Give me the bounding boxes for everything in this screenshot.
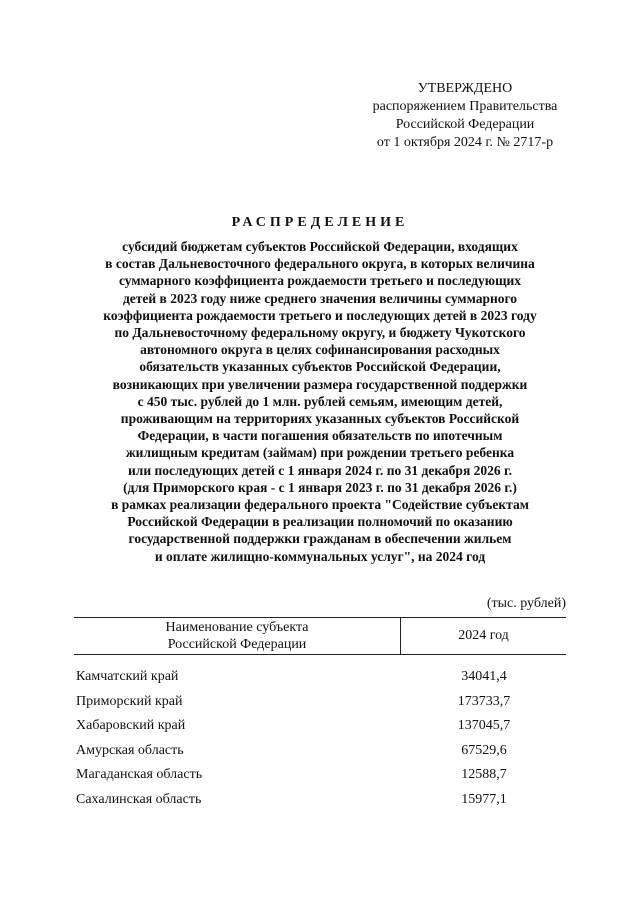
- approval-heading: УТВЕРЖДЕНО: [417, 81, 513, 96]
- table-row: [74, 792, 566, 817]
- subtitle-line: (для Приморского края - с 1 января 2023 г. по 31 декабря 2026 г.): [123, 479, 517, 495]
- approval-date: от 1 октября 2024 г. № 2717-р: [376, 135, 554, 150]
- subsidy-amount: 34041,4: [461, 669, 507, 684]
- table-row: [74, 743, 566, 768]
- subsidy-amount: 67529,6: [461, 742, 507, 758]
- table-row: [74, 694, 566, 719]
- subsidy-amount: 15977,1: [461, 791, 507, 807]
- subtitle-line: автономного округа в целях софинансирования расходных: [140, 342, 500, 358]
- subtitle-line: в рамках реализации федерального проекта "Содействие субъектам: [111, 497, 529, 513]
- subject-name: Магаданская область: [76, 767, 203, 782]
- subtitle-line: или последующих детей с 1 января 2024 г. по 31 декабря 2026 г.: [128, 462, 512, 478]
- subsidy-amount: 137045,7: [457, 718, 511, 733]
- subject-name: Сахалинская область: [76, 791, 202, 807]
- units-note: (тыс. рублей): [486, 596, 566, 611]
- subtitle-line: Российской Федерации в реализации полномочий по оказанию: [127, 514, 513, 530]
- header-subject-name: [74, 618, 401, 654]
- subtitle-line: суммарного коэффициента рождаемости третьего и последующих: [118, 273, 522, 289]
- table-body: [74, 669, 566, 816]
- subsidy-amount: 12588,7: [461, 767, 507, 782]
- header-name-line: Наименование субъекта: [165, 620, 309, 635]
- subtitle-line: коэффициента рождаемости третьего и последующих детей в 2023 году: [103, 307, 537, 323]
- subtitle-line: Федерации, в части погашения обязательств по ипотечным: [137, 428, 503, 444]
- subtitle-line: проживающим на территориях указанных субъектов Российской: [120, 411, 520, 427]
- subsidy-amount: 173733,7: [457, 693, 511, 709]
- table-row: [74, 767, 566, 792]
- table-header: [74, 617, 566, 655]
- document-title: РАСПРЕДЕЛЕНИЕ: [231, 215, 409, 230]
- subtitle-line: возникающих при увеличении размера государственной поддержки: [112, 376, 528, 392]
- subtitle-line: по Дальневосточному федеральному округу, и бюджету Чукотского: [114, 325, 526, 341]
- subject-name: Хабаровский край: [76, 718, 186, 733]
- subtitle-line: детей в 2023 году ниже среднего значения величины суммарного: [122, 290, 518, 306]
- subject-name: Амурская область: [76, 742, 184, 758]
- subtitle-line: жилищным кредитам (займам) при рождении третьего ребенка: [125, 445, 515, 461]
- approval-country: Российской Федерации: [395, 117, 535, 132]
- subtitle-line: в состав Дальневосточного федерального округа, в которых величина: [105, 256, 535, 272]
- header-name-line: Российской Федерации: [167, 637, 307, 652]
- subject-name: Приморский край: [76, 693, 183, 709]
- subtitle-line: субсидий бюджетам субъектов Российской Федерации, входящих: [122, 239, 518, 254]
- subject-name: Камчатский край: [76, 669, 179, 684]
- document-subtitle: [40, 238, 600, 565]
- approval-stamp: [340, 80, 590, 152]
- subtitle-line: с 450 тыс. рублей до 1 млн. рублей семьям, имеющим детей,: [137, 393, 503, 409]
- table-row: [74, 669, 566, 694]
- subtitle-line: и оплате жилищно-коммунальных услуг", на 2024 год: [154, 548, 486, 564]
- approval-authority: распоряжением Правительства: [372, 99, 558, 114]
- header-year: 2024 год: [458, 628, 509, 643]
- subtitle-line: обязательств указанных субъектов Российской Федерации,: [139, 359, 501, 375]
- subtitle-line: государственной поддержки гражданам в обеспечении жильем: [128, 531, 512, 547]
- table-row: [74, 718, 566, 743]
